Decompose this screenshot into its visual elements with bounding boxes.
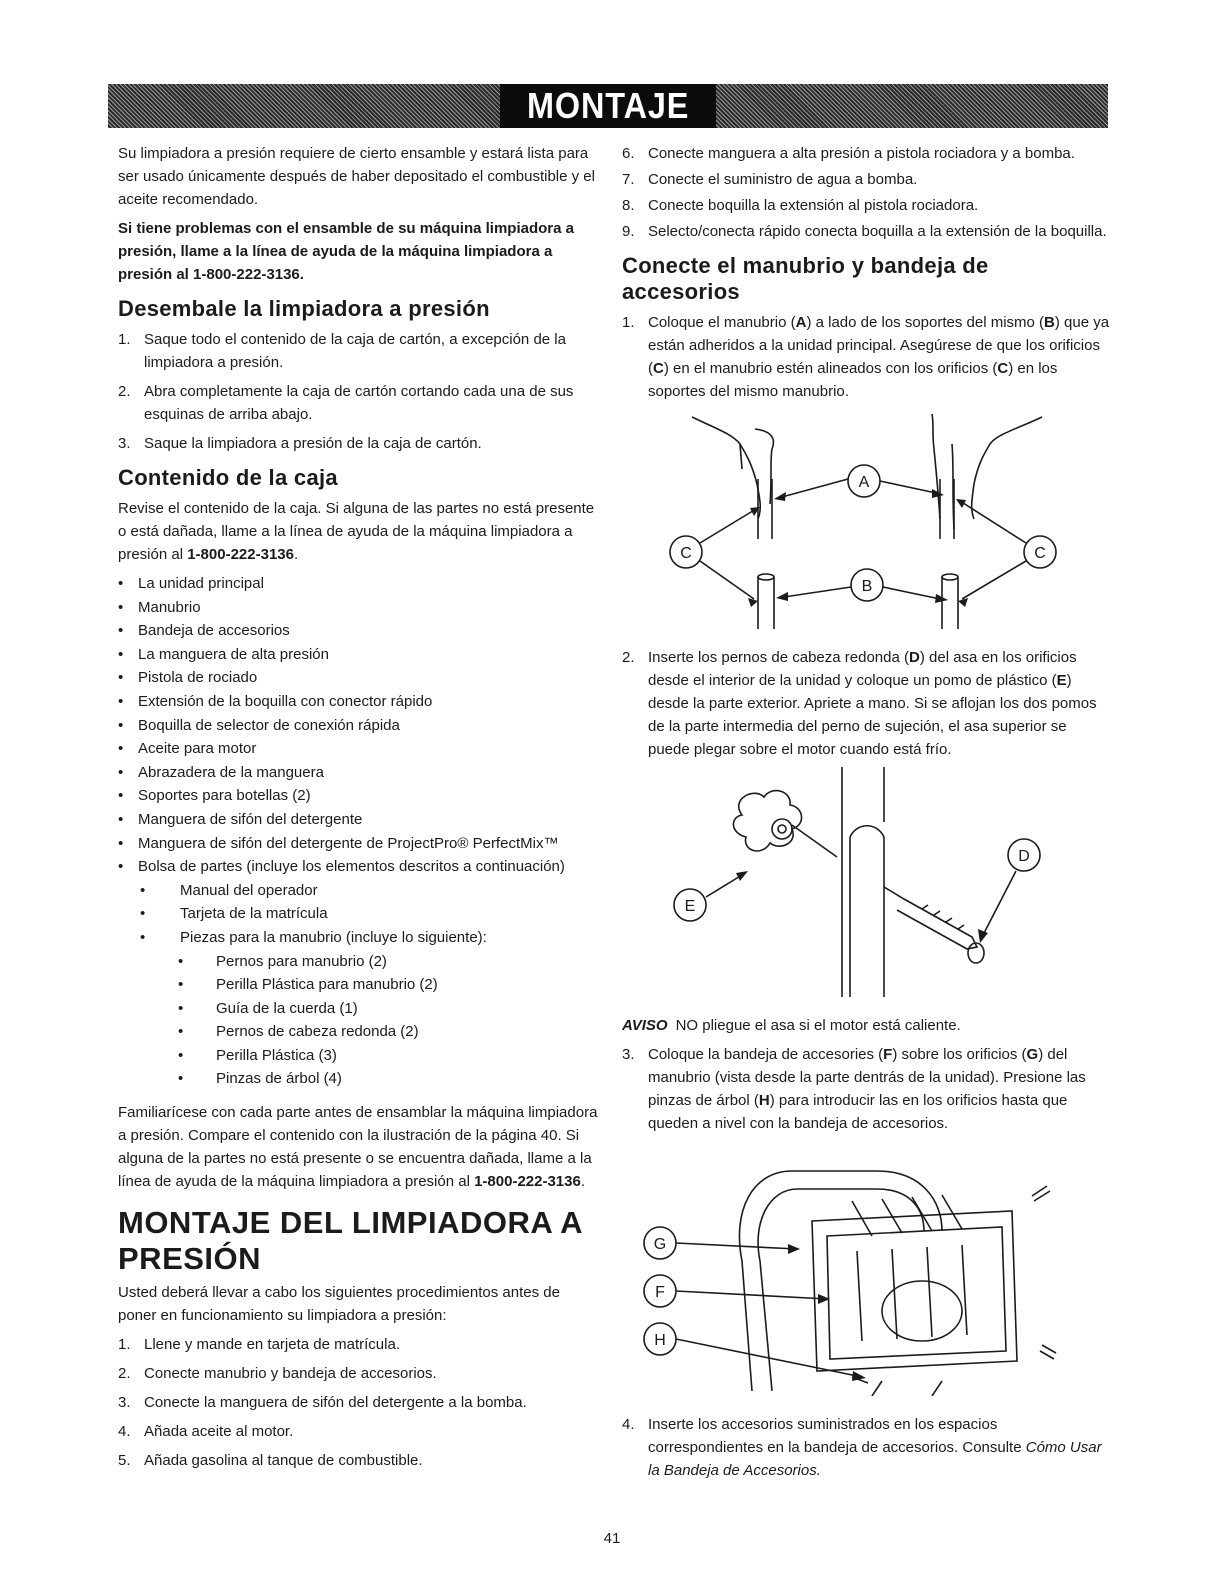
label-c-right: C bbox=[1034, 545, 1046, 562]
warning-notice: AVISO NO pliegue el asa si el motor está caliente. bbox=[622, 1017, 961, 1034]
page-number: 41 bbox=[603, 1530, 621, 1547]
contents-list bbox=[118, 572, 598, 879]
label-c-left: C bbox=[680, 545, 692, 562]
label-g: G bbox=[653, 1236, 667, 1253]
aviso-label: AVISO bbox=[622, 1017, 668, 1034]
left-column bbox=[118, 142, 598, 1478]
assembly-steps-continued bbox=[622, 142, 1112, 243]
header-banner bbox=[108, 84, 1108, 128]
list-item: 1. Coloque el manubrio (A) a lado de los soportes del mismo (B) que ya están adheridos a la unidad principal. Asegúrese de que los orificios (C) en el manubrio estén alineados con los orificios (C) en los soportes del mismo manubrio. bbox=[622, 314, 1110, 400]
list-item: 3. Conecte la manguera de sifón del detergente a la bomba. bbox=[118, 1394, 527, 1412]
list-item: • Pernos de cabeza redonda (2) bbox=[118, 1020, 598, 1044]
unpack-steps bbox=[118, 328, 598, 455]
list-item: • Pernos para manubrio (2) bbox=[118, 950, 598, 974]
list-item: • Manguera de sifón del detergente de ProjectPro® PerfectMix™ bbox=[118, 832, 598, 856]
list-item: 1. Saque todo el contenido de la caja de cartón, a excepción de la limpiadora a presión. bbox=[118, 331, 566, 371]
unpack-heading: Desembale la limpiadora a presión bbox=[118, 296, 490, 321]
contents-intro: Revise el contenido de la caja. Si alguna de las partes no está presente o está dañada, llame a la línea de ayuda de la máquina limpiadora a presión al 1-800-222-3136. bbox=[118, 500, 595, 563]
list-item: • Perilla Plástica para manubrio (2) bbox=[118, 973, 598, 997]
list-item: • Bolsa de partes (incluye los elementos descritos a continuación) bbox=[118, 855, 598, 879]
label-a: A bbox=[858, 474, 870, 491]
assembly-heading: MONTAJE DEL LIMPIADORA A PRESIÓN bbox=[118, 1205, 582, 1277]
list-item: • Manual del operador bbox=[118, 879, 598, 903]
list-item: • Extensión de la boquilla con conector rápido bbox=[118, 690, 598, 714]
list-item: 5. Añada gasolina al tanque de combustible. bbox=[118, 1452, 423, 1470]
list-item: • La unidad principal bbox=[118, 572, 598, 596]
help-line-notice: Si tiene problemas con el ensamble de su máquina limpiadora a presión, llame a la línea de ayuda de la máquina limpiadora a presión al 1-800-222-3136. bbox=[118, 220, 574, 283]
handle-step-1 bbox=[622, 311, 1112, 403]
list-item: 2. Conecte manubrio y bandeja de accesorios. bbox=[118, 1365, 437, 1383]
list-item: 4. Añada aceite al motor. bbox=[118, 1423, 294, 1441]
list-item: 8. Conecte boquilla la extensión al pistola rociadora. bbox=[622, 197, 979, 214]
list-item: 9. Selecto/conecta rápido conecta boquilla a la extensión de la boquilla. bbox=[622, 223, 1107, 240]
assembly-steps bbox=[118, 1333, 598, 1472]
intro-paragraph: Su limpiadora a presión requiere de cierto ensamble y estará lista para ser usado únicamente después de haber depositado el combustible y el aceite recomendado. bbox=[118, 145, 595, 208]
list-item: • Manguera de sifón del detergente bbox=[118, 808, 598, 832]
list-item: 7. Conecte el suministro de agua a bomba. bbox=[622, 171, 918, 188]
list-item: 3. Coloque la bandeja de accesories (F) sobre los orificios (G) del manubrio (vista desde la parte dentrás de la unidad). Presione las pinzas de árbol (H) para introducir las en los orificios hasta que queden a nivel con la bandeja de accesorios. bbox=[622, 1046, 1086, 1132]
label-b: B bbox=[861, 578, 873, 595]
knob-bolt-diagram bbox=[622, 767, 1112, 997]
label-h: H bbox=[654, 1332, 666, 1349]
list-item: 1. Llene y mande en tarjeta de matrícula. bbox=[118, 1336, 400, 1354]
list-item: • Bandeja de accesorios bbox=[118, 619, 598, 643]
list-item: • La manguera de alta presión bbox=[118, 643, 598, 667]
accessory-tray-diagram bbox=[622, 1141, 1112, 1396]
label-f: F bbox=[655, 1284, 665, 1301]
list-item: • Boquilla de selector de conexión rápida bbox=[118, 714, 598, 738]
handle-step-4 bbox=[622, 1413, 1112, 1482]
accessory-tray-illustration bbox=[622, 1141, 1112, 1403]
list-item: • Abrazadera de la manguera bbox=[118, 761, 598, 785]
list-item: • Pinzas de árbol (4) bbox=[118, 1067, 598, 1091]
assembly-intro: Usted deberá llevar a cabo los siguientes procedimientos antes de poner en funcionamiento su limpiadora a presión: bbox=[118, 1284, 560, 1325]
handle-heading: Conecte el manubrio y bandeja de accesorios bbox=[622, 253, 989, 304]
list-item: • Piezas para la manubrio (incluye lo siguiente): bbox=[118, 926, 598, 950]
handle-alignment-illustration bbox=[622, 409, 1112, 636]
right-column bbox=[622, 142, 1112, 1488]
handle-alignment-diagram bbox=[622, 409, 1112, 629]
contents-outro: Familiarícese con cada parte antes de ensamblar la máquina limpiadora a presión. Compare el contenido con la ilustración de la página 40. Si alguna de la partes no está presente o se encuentra dañada, llame a la línea de ayuda de la máquina limpiadora a presión al 1-800-222-3136. bbox=[118, 1104, 598, 1191]
label-d: D bbox=[1018, 848, 1030, 865]
list-item: • Tarjeta de la matrícula bbox=[118, 902, 598, 926]
handle-step-2 bbox=[622, 646, 1112, 761]
parts-bag-list bbox=[118, 879, 598, 950]
help-phone: 1-800-222-3136 bbox=[474, 1173, 581, 1191]
list-item: • Aceite para motor bbox=[118, 737, 598, 761]
handle-parts-list bbox=[118, 950, 598, 1092]
list-item: • Guía de la cuerda (1) bbox=[118, 997, 598, 1021]
list-item: 2. Inserte los pernos de cabeza redonda (D) del asa en los orificios desde el interior de la unidad y coloque un pomo de plástico (E) desde la parte exterior. Apriete a mano. Si se aflojan los dos pomos de la parte intermedia del perno de sujeción, el asa superior se puede plegar sobre el motor cuando está frío. bbox=[622, 649, 1097, 758]
help-phone: 1-800-222-3136 bbox=[187, 546, 294, 563]
page-title: MONTAJE bbox=[500, 84, 716, 128]
knob-bolt-illustration bbox=[622, 767, 1112, 1004]
list-item: 3. Saque la limpiadora a presión de la caja de cartón. bbox=[118, 435, 482, 452]
list-item: 2. Abra completamente la caja de cartón cortando cada una de sus esquinas de arriba abajo. bbox=[118, 383, 574, 423]
list-item: • Perilla Plástica (3) bbox=[118, 1044, 598, 1068]
label-e: E bbox=[684, 898, 696, 915]
list-item: • Soportes para botellas (2) bbox=[118, 784, 598, 808]
list-item: • Pistola de rociado bbox=[118, 666, 598, 690]
list-item: 6. Conecte manguera a alta presión a pistola rociadora y a bomba. bbox=[622, 145, 1075, 162]
cross-reference: Cómo Usar la Bandeja de Accesorios. bbox=[648, 1439, 1102, 1479]
list-item: • Manubrio bbox=[118, 596, 598, 620]
handle-step-3 bbox=[622, 1043, 1112, 1135]
contents-heading: Contenido de la caja bbox=[118, 465, 338, 490]
list-item: 4. Inserte los accesorios suministrados en los espacios correspondientes en la bandeja de accesorios. Consulte Cómo Usar la Bandeja de Accesorios. bbox=[622, 1416, 1102, 1479]
